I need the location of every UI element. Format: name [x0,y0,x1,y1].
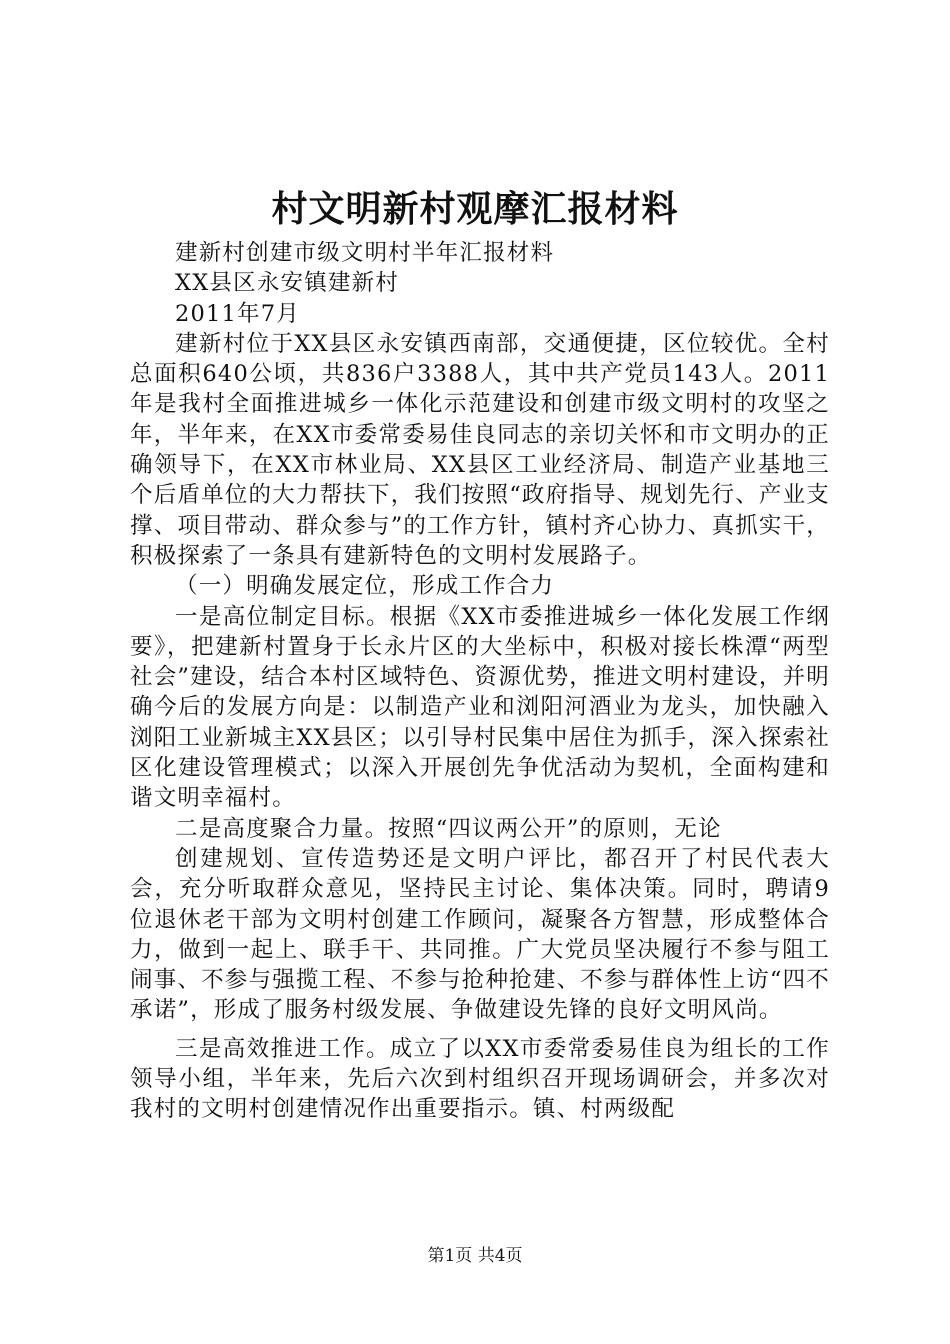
document-body [130,238,830,1125]
section-heading: （一）明确发展定位，形成工作合力 [175,573,555,600]
body-paragraph-force-intro: 二是高度聚合力量。按照“四议两公开”的原则，无论 [175,815,722,842]
body-paragraph-force: 创建规划、宣传造势还是文明户评比，都召开了村民代表大会，充分听取群众意见，坚持民主讨论、集体决策。同时，聘请9位退休老干部为文明村创建工作顾问，凝聚各方智慧，形成整体合力，做到一起上、联手干、共同推。广大党员坚决履行不参与阻工闹事、不参与强揽工程、不参与抢种抢建、不参与群体性上访“四不承诺”，形成了服务村级发展、争做建设先锋的良好文明风尚。 [130,845,831,1024]
intro-paragraph: 建新村位于XX县区永安镇西南部，交通便捷，区位较优。全村总面积640公顷，共836户3388人，其中共产党员143人。2011年是我村全面推进城乡一体化示范建设和创建市级文明村的攻坚之年，半年来，在XX市委常委易佳良同志的亲切关怀和市文明办的正确领导下，在XX市林业局、XX县区工业经济局、制造产业基地三个后盾单位的大力帮扶下，我们按照“政府指导、规划先行、产业支撑、项目带动、群众参与”的工作方针，镇村齐心协力、真抓实干，积极探索了一条具有建新特色的文明村发展路子。 [130,330,831,569]
body-paragraph-goal: 一是高位制定目标。根据《XX市委推进城乡一体化发展工作纲要》，把建新村置身于长永片区的大坐标中，积极对接长株潭“两型社会”建设，结合本村区域特色、资源优势，推进文明村建设，并明确今后的发展方向是：以制造产业和浏阳河酒业为龙头，加快融入浏阳工业新城主XX县区；以引导村民集中居住为抓手，深入探索社区化建设管理模式；以深入开展创先争优活动为契机，全面构建和谐文明幸福村。 [130,603,831,812]
document-title: 村文明新村观摩汇报材料 [271,188,679,230]
organization-line: XX县区永安镇建新村 [175,270,400,297]
page-footer: 第1页 共4页 [427,1246,523,1266]
subtitle-line: 建新村创建市级文明村半年汇报材料 [175,240,555,266]
body-paragraph-work: 三是高效推进工作。成立了以XX市委常委易佳良为组长的工作领导小组，半年来，先后六次到村组织召开现场调研会，并多次对我村的文明村创建情况作出重要指示。镇、村两级配 [130,1035,830,1123]
date-line: 2011年7月 [175,300,300,327]
